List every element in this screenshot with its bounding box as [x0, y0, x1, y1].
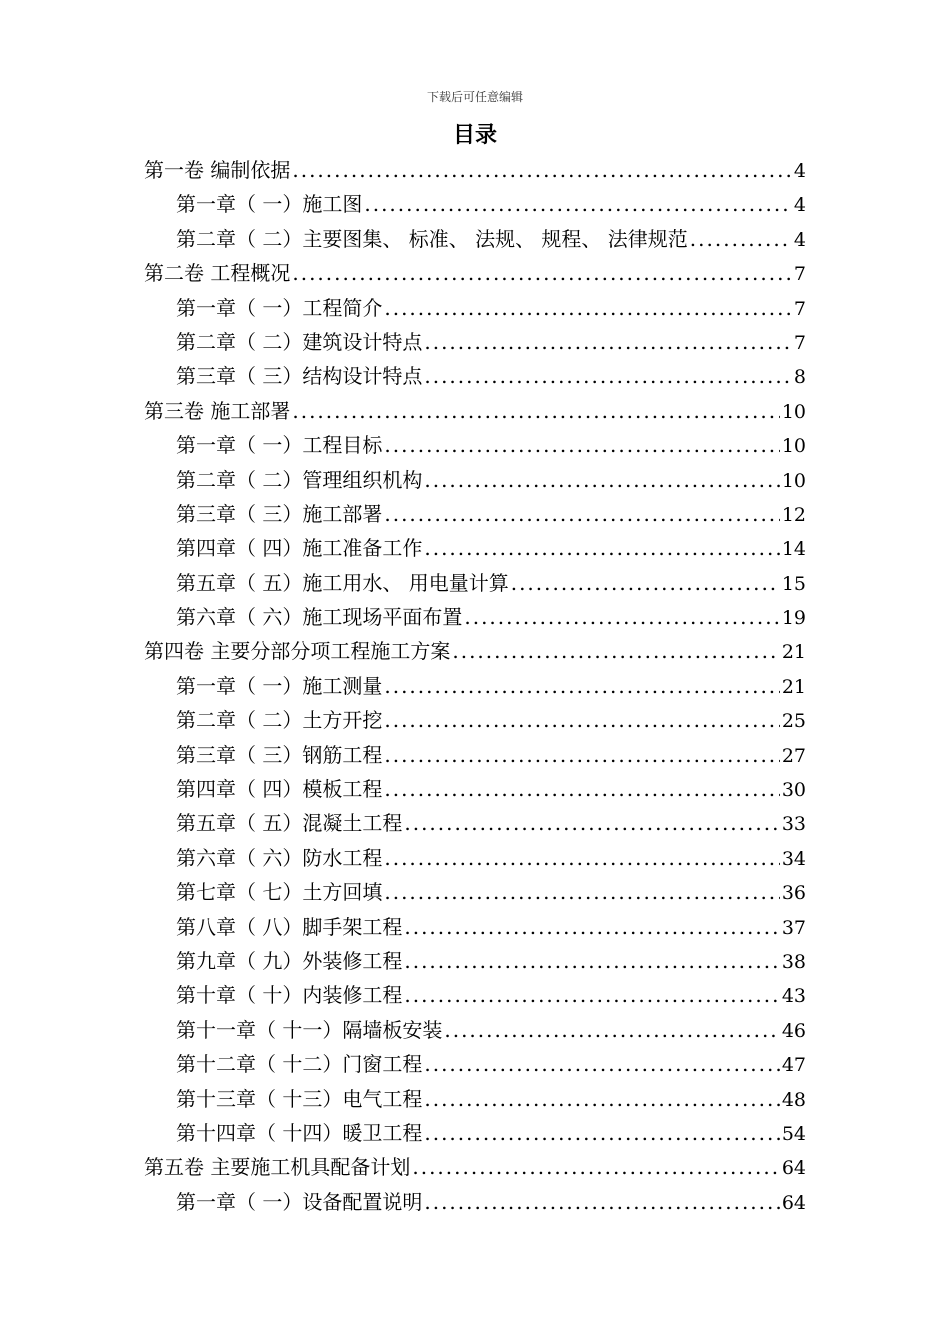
toc-dot-leader	[424, 359, 792, 393]
toc-chapter-entry[interactable]	[144, 806, 806, 840]
table-of-contents	[144, 153, 806, 1219]
toc-chapter-entry[interactable]	[144, 910, 806, 944]
toc-dot-leader	[384, 875, 779, 909]
toc-page-number: 21	[781, 641, 806, 664]
toc-entry-text: 第六章（ 六）防水工程	[176, 845, 383, 870]
toc-page-number: 36	[781, 882, 806, 905]
toc-entry-text: 第六章（ 六）施工现场平面布置	[176, 605, 463, 630]
toc-page-number: 54	[781, 1122, 806, 1145]
toc-dot-leader	[424, 463, 779, 497]
toc-chapter-entry[interactable]	[144, 944, 806, 978]
toc-dot-leader	[424, 325, 792, 359]
toc-dot-leader	[384, 738, 779, 772]
toc-entry-text: 第三章（ 三）施工部署	[176, 501, 383, 526]
toc-page-number: 30	[781, 779, 806, 802]
toc-dot-leader	[384, 841, 779, 875]
toc-chapter-entry[interactable]	[144, 187, 806, 221]
toc-page-number: 12	[781, 503, 806, 526]
toc-chapter-entry[interactable]	[144, 463, 806, 497]
toc-entry-text: 第二章（ 二）主要图集、 标准、 法规、 规程、 法律规范	[176, 226, 688, 251]
toc-entry-text: 第二章（ 二）建筑设计特点	[176, 329, 423, 354]
toc-page-number: 48	[781, 1088, 806, 1111]
toc-dot-leader	[424, 1116, 779, 1150]
toc-dot-leader	[384, 291, 792, 325]
toc-page-number: 7	[793, 331, 806, 354]
toc-chapter-entry[interactable]	[144, 1047, 806, 1081]
toc-entry-text: 第十二章（ 十二）门窗工程	[176, 1052, 423, 1077]
toc-dot-leader	[292, 256, 792, 290]
toc-dot-leader	[464, 600, 779, 634]
toc-entry-text: 第五章（ 五）施工用水、 用电量计算	[176, 570, 509, 595]
toc-dot-leader	[384, 497, 779, 531]
toc-dot-leader	[424, 531, 779, 565]
toc-volume-entry[interactable]	[144, 1150, 806, 1184]
toc-page-number: 7	[793, 297, 806, 320]
toc-dot-leader	[404, 944, 779, 978]
toc-volume-entry[interactable]	[144, 394, 806, 428]
toc-chapter-entry[interactable]	[144, 703, 806, 737]
toc-page-number: 15	[781, 572, 806, 595]
toc-page-number: 33	[781, 813, 806, 836]
toc-page-number: 43	[781, 985, 806, 1008]
toc-page-number: 4	[793, 194, 806, 217]
toc-page-number: 27	[781, 744, 806, 767]
toc-page-number: 14	[781, 538, 806, 561]
toc-dot-leader	[452, 634, 779, 668]
toc-entry-text: 第九章（ 九）外装修工程	[176, 948, 403, 973]
toc-dot-leader	[384, 772, 779, 806]
toc-page-number: 38	[781, 950, 806, 973]
toc-chapter-entry[interactable]	[144, 359, 806, 393]
toc-page-number: 10	[781, 469, 806, 492]
toc-chapter-entry[interactable]	[144, 841, 806, 875]
toc-chapter-entry[interactable]	[144, 1082, 806, 1116]
toc-entry-text: 第一卷 编制依据	[144, 158, 291, 182]
toc-entry-text: 第七章（ 七）土方回填	[176, 880, 383, 905]
toc-entry-text: 第二章（ 二）管理组织机构	[176, 467, 423, 492]
toc-entry-text: 第三卷 施工部署	[144, 398, 291, 423]
toc-chapter-entry[interactable]	[144, 1116, 806, 1150]
toc-page-number: 46	[781, 1019, 806, 1042]
toc-dot-leader	[404, 910, 779, 944]
toc-entry-text: 第八章（ 八）脚手架工程	[176, 914, 403, 939]
toc-entry-text: 第四卷 主要分部分项工程施工方案	[144, 639, 451, 664]
toc-chapter-entry[interactable]	[144, 772, 806, 806]
toc-page-number: 10	[781, 435, 806, 458]
toc-entry-text: 第一章（ 一）施工图	[176, 192, 363, 217]
toc-chapter-entry[interactable]	[144, 875, 806, 909]
toc-chapter-entry[interactable]	[144, 291, 806, 325]
toc-page-number: 64	[781, 1191, 806, 1214]
toc-page-number: 8	[793, 366, 806, 389]
toc-entry-text: 第十四章（ 十四）暖卫工程	[176, 1120, 423, 1145]
toc-page-number: 10	[781, 400, 806, 423]
toc-page-number: 4	[793, 160, 806, 182]
toc-chapter-entry[interactable]	[144, 1185, 806, 1219]
toc-entry-text: 第二卷 工程概况	[144, 261, 291, 286]
toc-page-number: 7	[793, 263, 806, 286]
toc-dot-leader	[292, 153, 792, 187]
toc-dot-leader	[424, 1082, 779, 1116]
toc-dot-leader	[384, 703, 779, 737]
toc-dot-leader	[404, 978, 779, 1012]
toc-dot-leader	[511, 566, 780, 600]
toc-page-number: 37	[781, 916, 806, 939]
toc-dot-leader	[404, 806, 779, 840]
toc-chapter-entry[interactable]	[144, 566, 806, 600]
toc-entry-text: 第十三章（ 十三）电气工程	[176, 1086, 423, 1111]
toc-volume-entry[interactable]	[144, 634, 806, 668]
toc-chapter-entry[interactable]	[144, 738, 806, 772]
toc-chapter-entry[interactable]	[144, 497, 806, 531]
toc-page-number: 34	[781, 847, 806, 870]
toc-volume-entry[interactable]	[144, 153, 806, 187]
toc-dot-leader	[424, 1047, 779, 1081]
toc-title: 目录	[452, 123, 497, 148]
toc-dot-leader	[364, 187, 792, 221]
toc-chapter-entry[interactable]	[144, 978, 806, 1012]
toc-page-number: 47	[781, 1054, 806, 1077]
toc-chapter-entry[interactable]	[144, 428, 806, 462]
toc-page-number: 25	[781, 710, 806, 733]
toc-entry-text: 第三章（ 三）钢筋工程	[176, 742, 383, 767]
header-note: 下载后可任意编辑	[426, 90, 523, 104]
toc-dot-leader	[690, 222, 792, 256]
toc-chapter-entry[interactable]	[144, 222, 806, 256]
toc-chapter-entry[interactable]	[144, 531, 806, 565]
toc-entry-text: 第四章（ 四）施工准备工作	[176, 536, 423, 561]
toc-entry-text: 第一章（ 一）设备配置说明	[176, 1189, 423, 1214]
toc-entry-text: 第二章（ 二）土方开挖	[176, 708, 383, 733]
toc-entry-text: 第四章（ 四）模板工程	[176, 777, 383, 802]
toc-chapter-entry[interactable]	[144, 325, 806, 359]
toc-entry-text: 第十章（ 十）内装修工程	[176, 983, 403, 1008]
toc-dot-leader	[412, 1150, 779, 1184]
toc-dot-leader	[444, 1013, 779, 1047]
toc-page-number: 21	[781, 675, 806, 698]
toc-dot-leader	[424, 1185, 779, 1219]
toc-entry-text: 第一章（ 一）工程简介	[176, 295, 383, 320]
toc-entry-text: 第五章（ 五）混凝土工程	[176, 811, 403, 836]
toc-dot-leader	[384, 428, 779, 462]
toc-entry-text: 第一章（ 一）工程目标	[176, 433, 383, 458]
toc-entry-text: 第十一章（ 十一）隔墙板安装	[176, 1017, 443, 1042]
toc-page-number: 4	[793, 228, 806, 251]
toc-page-number: 19	[781, 607, 806, 630]
toc-dot-leader	[292, 394, 779, 428]
toc-chapter-entry[interactable]	[144, 600, 806, 634]
toc-chapter-entry[interactable]	[144, 1013, 806, 1047]
toc-entry-text: 第一章（ 一）施工测量	[176, 673, 383, 698]
toc-entry-text: 第五卷 主要施工机具配备计划	[144, 1155, 411, 1180]
toc-entry-text: 第三章（ 三）结构设计特点	[176, 364, 423, 389]
toc-page-number: 64	[781, 1157, 806, 1180]
toc-chapter-entry[interactable]	[144, 669, 806, 703]
toc-dot-leader	[384, 669, 779, 703]
toc-volume-entry[interactable]	[144, 256, 806, 290]
